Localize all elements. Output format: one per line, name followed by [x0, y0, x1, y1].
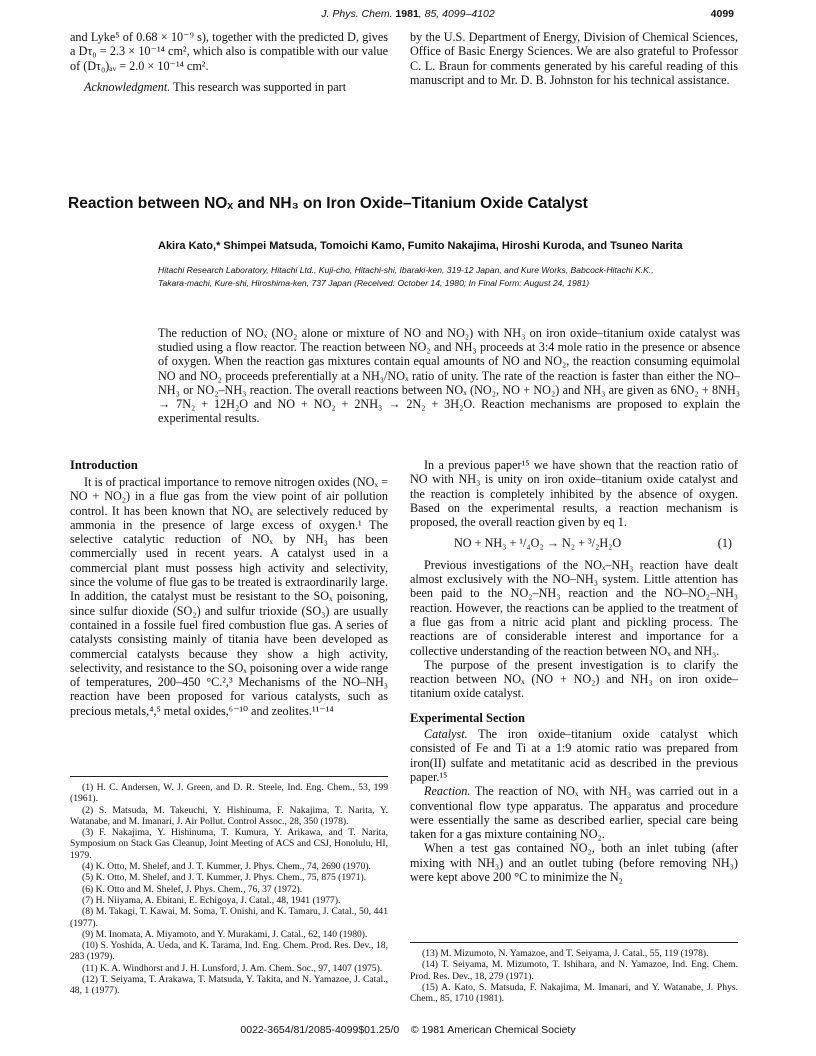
prev-article-text: and Lyke⁵ of 0.68 × 10⁻⁹ s), together with the predicted D, gives a Dτ₀ = 2.3 × 10⁻¹⁴ cm², which also is compatible with our value of (Dτ₀)ₐᵥ = 2.0 × 10⁻¹⁴ cm².: [70, 30, 388, 73]
equation-number: (1): [717, 536, 732, 551]
reference-item: (9) M. Inomata, A. Miyamoto, and Y. Murakami, J. Catal., 62, 140 (1980).: [82, 928, 368, 940]
references-left: [70, 782, 388, 997]
ack-label: Acknowledgment.: [84, 79, 171, 94]
prev-article-right: [410, 30, 738, 87]
prev-article-left: [70, 30, 388, 94]
right-para-1: In a previous paper¹⁵ we have shown that the reaction ratio of NO with NH₃ is unity on iron oxide–titanium oxide catalyst and the reaction is completely inhibited by the absence of oxygen. Based on the experimental results, a reaction mechanism is proposed, the overall reaction given by eq 1.: [410, 458, 738, 530]
reference-item: (1) H. C. Andersen, W. J. Green, and D. R. Steele, Ind. Eng. Chem., 53, 199 (1961).: [70, 782, 388, 805]
acknowledgment: [70, 80, 388, 94]
right-para-4: When a test gas contained NO₂, both an inlet tubing (after mixing with NH₃) and an outlet tubing (before removing NH₃) were kept above 200 °C to minimize the N₂: [410, 841, 738, 885]
introduction-text: It is of practical importance to remove nitrogen oxides (NOₓ = NO + NO₂) in a flue gas from the view point of air pollution control. It has been known that NOₓ are selectively reduced by ammonia in the presence of large excess of oxygen.¹ The selective catalytic reduction of NOₓ by NH₃ has been commercially used in recent years. A catalyst used in a commercial plant must possess high activity and selectivity, since the volume of flue gas to be treated is extraordinarily large. In addition, the catalyst must be resistant to the SOₓ poisoning, since sulfur dioxide (SO₂) and sulfur trioxide (SO₃) are usually contained in a fossile fuel fired combustion flue gas. A series of catalysts consisting mainly of titania have been developed as commercial catalysts because they show a high activity, selectivity, and resistance to the SOₓ poisoning over a wide range of temperatures, 200–450 °C.²,³ Mechanisms of the NO–NH₃ reaction have been proposed for various catalysts, such as precious metals,⁴,⁵ metal oxides,⁶⁻¹⁰ and zeolites.¹¹⁻¹⁴: [70, 475, 388, 718]
right-para-3: The purpose of the present investigation is to clarify the reaction between NOₓ (NO + NO₂) and NH₃ on iron oxide–titanium oxide catalyst.: [410, 657, 738, 701]
equation-text: NO + NH₃ + ¹/₄O₂ → N₂ + ³/₂H₂O: [454, 536, 622, 551]
footnote-rule-left: [70, 776, 388, 777]
left-column: [70, 458, 388, 718]
reference-item: (5) K. Otto, M. Shelef, and J. T. Kummer, J. Phys. Chem., 75, 875 (1971).: [82, 872, 367, 884]
ack-text: This research was supported in part: [170, 79, 347, 94]
page-number: 4099: [710, 8, 734, 20]
reference-item: (13) M. Mizumoto, N. Yamazoe, and T. Seiyama, J. Catal., 55, 119 (1978).: [422, 948, 709, 959]
prev-article-ack-cont: by the U.S. Department of Energy, Division of Chemical Sciences, Office of Basic Energy Sciences. We are also grateful to Professor C. L. Braun for comments generated by his careful reading of this manuscript and to Mr. D. B. Johnston for his technical assistance.: [410, 30, 738, 87]
reaction-para: [410, 784, 738, 841]
catalyst-para: [410, 727, 738, 784]
running-header: [0, 8, 816, 26]
journal-year: 1981: [395, 8, 419, 20]
affiliation-line-1: Hitachi Research Laboratory, Hitachi Ltd., Kuji-cho, Hitachi-shi, Ibaraki-ken, 319-12 Japan, and Kure Works, Babcock-Hitachi K.K.,: [158, 265, 654, 275]
reference-item: (2) S. Matsuda, M. Takeuchi, Y. Hishinuma, F. Nakajima, T. Narita, Y. Watanabe, and M. Imanari, J. Air Pollut. Control Assoc., 28, 350 (1978).: [70, 804, 388, 827]
reference-item: (12) T. Seiyama, T. Arakawa, T. Matsuda, Y. Takita, and N. Yamazoe, J. Catal., 48, 1 (1977).: [70, 974, 388, 997]
reference-item: (4) K. Otto, M. Shelef, and J. T. Kummer, J. Phys. Chem., 74, 2690 (1970).: [82, 861, 371, 873]
reference-item: (15) A. Kato, S. Matsuda, F. Nakajima, M. Imanari, and Y. Watanabe, J. Phys. Chem., 85, 1710 (1981).: [410, 981, 738, 1005]
journal-volume-pages: , 85, 4099–4102: [418, 8, 495, 20]
references-right: [410, 948, 738, 1004]
article-authors: Akira Kato,* Shimpei Matsuda, Tomoichi Kamo, Fumito Nakajima, Hiroshi Kuroda, and Tsuneo Narita: [158, 240, 683, 252]
footer-code: 0022-3654/81/2085-4099$01.25/0: [240, 1024, 400, 1036]
catalyst-text: The iron oxide–titanium oxide catalyst which consisted of Fe and Ti at a 1:9 atomic ratio was prepared from iron(II) sulfate and metatitanic acid as described in the previous paper.¹⁵: [410, 727, 738, 784]
reaction-label: Reaction.: [424, 784, 471, 799]
journal-citation: [0, 8, 816, 20]
right-para-2: Previous investigations of the NOₓ–NH₃ reaction have dealt almost exclusively with the NO–NH₃ system. Little attention has been paid to the NO₂–NH₃ reaction and the NO–NO₂–NH₃ reaction. However, the reactions can be applied to the treatment of a flue gas from a nitric acid plant and pickling process. The reactions are of considerable interest and importance for a collective understanding of the reaction between NOₓ and NH₃.: [410, 557, 738, 658]
footnote-rule-right: [410, 942, 738, 943]
reference-item: (14) T. Seiyama, M. Mizumoto, T. Ishihara, and N. Yamazoe, Ind. Eng. Chem. Prod. Res. Dev., 18, 279 (1971).: [410, 959, 738, 982]
affiliation-line-2: Takara-machi, Kure-shi, Hiroshima-ken, 737 Japan (Received: October 14, 1980; In Final Form: August 24, 1981): [158, 278, 590, 288]
reference-item: (7) H. Niiyama, A. Ebitani, E. Echigoya, J. Catal., 48, 1941 (1977).: [82, 894, 341, 906]
experimental-heading: Experimental Section: [410, 710, 525, 725]
reference-item: (6) K. Otto and M. Shelef, J. Phys. Chem., 76, 37 (1972).: [82, 883, 303, 895]
reference-item: (10) S. Yoshida, A. Ueda, and K. Tarama, Ind. Eng. Chem. Prod. Res. Dev., 18, 283 (1979).: [70, 940, 388, 963]
reference-item: (11) K. A. Windhorst and J. H. Lunsford, J. Am. Chem. Soc., 97, 1407 (1975).: [82, 962, 383, 974]
reaction-text: The reaction of NOₓ with NH₃ was carried out in a conventional flow type apparatus. The apparatus and procedure were essentially the same as described earlier, special care being taken for a gas mixture containing NO₂.: [410, 784, 738, 842]
catalyst-label: Catalyst.: [424, 727, 468, 742]
right-column: [410, 458, 738, 884]
abstract: The reduction of NOₓ (NO₂ alone or mixture of NO and NO₂) with NH₃ on iron oxide–titanium oxide catalyst was studied using a flow reactor. The reaction between NO₂ and NH₃ proceeds at 3:4 mole ratio in the presence or absence of oxygen. When the reaction gas mixtures contain equal amounts of NO and NO₂, the reaction consuming equimolal NO and NO₂ proceeds preferentially at a NH₃/NOₓ ratio of unity. The rate of the reaction is faster than either the NO–NH₃ or NO₂–NH₃ reaction. The overall reactions between NOₓ (NO₂, NO + NO₂) and NH₃ are given as 6NO₂ + 8NH₃ → 7N₂ + 12H₂O and NO + NO₂ + 2NH₃ → 2N₂ + 3H₂O. Reaction mechanisms are proposed to explain the experimental results.: [158, 326, 740, 426]
footer-copyright: © 1981 American Chemical Society: [410, 1024, 576, 1036]
article-title: Reaction between NOₓ and NH₃ on Iron Oxide–Titanium Oxide Catalyst: [68, 195, 588, 212]
article-affiliation: [158, 264, 758, 290]
introduction-heading: Introduction: [70, 458, 138, 472]
equation-1: [410, 529, 738, 557]
reference-item: (8) M. Takagi, T. Kawai, M. Soma, T. Onishi, and K. Tamaru, J. Catal., 50, 441 (1977).: [70, 906, 388, 929]
journal-name: J. Phys. Chem.: [321, 8, 393, 20]
page-footer: [0, 1024, 816, 1036]
reference-item: (3) F. Nakajima, Y. Hishinuma, T. Kumura, Y. Arikawa, and T. Narita, Symposium on Stack Gas Cleanup, Joint Meeting of ACS and CSJ, Honolulu, HI, 1979.: [70, 827, 388, 861]
